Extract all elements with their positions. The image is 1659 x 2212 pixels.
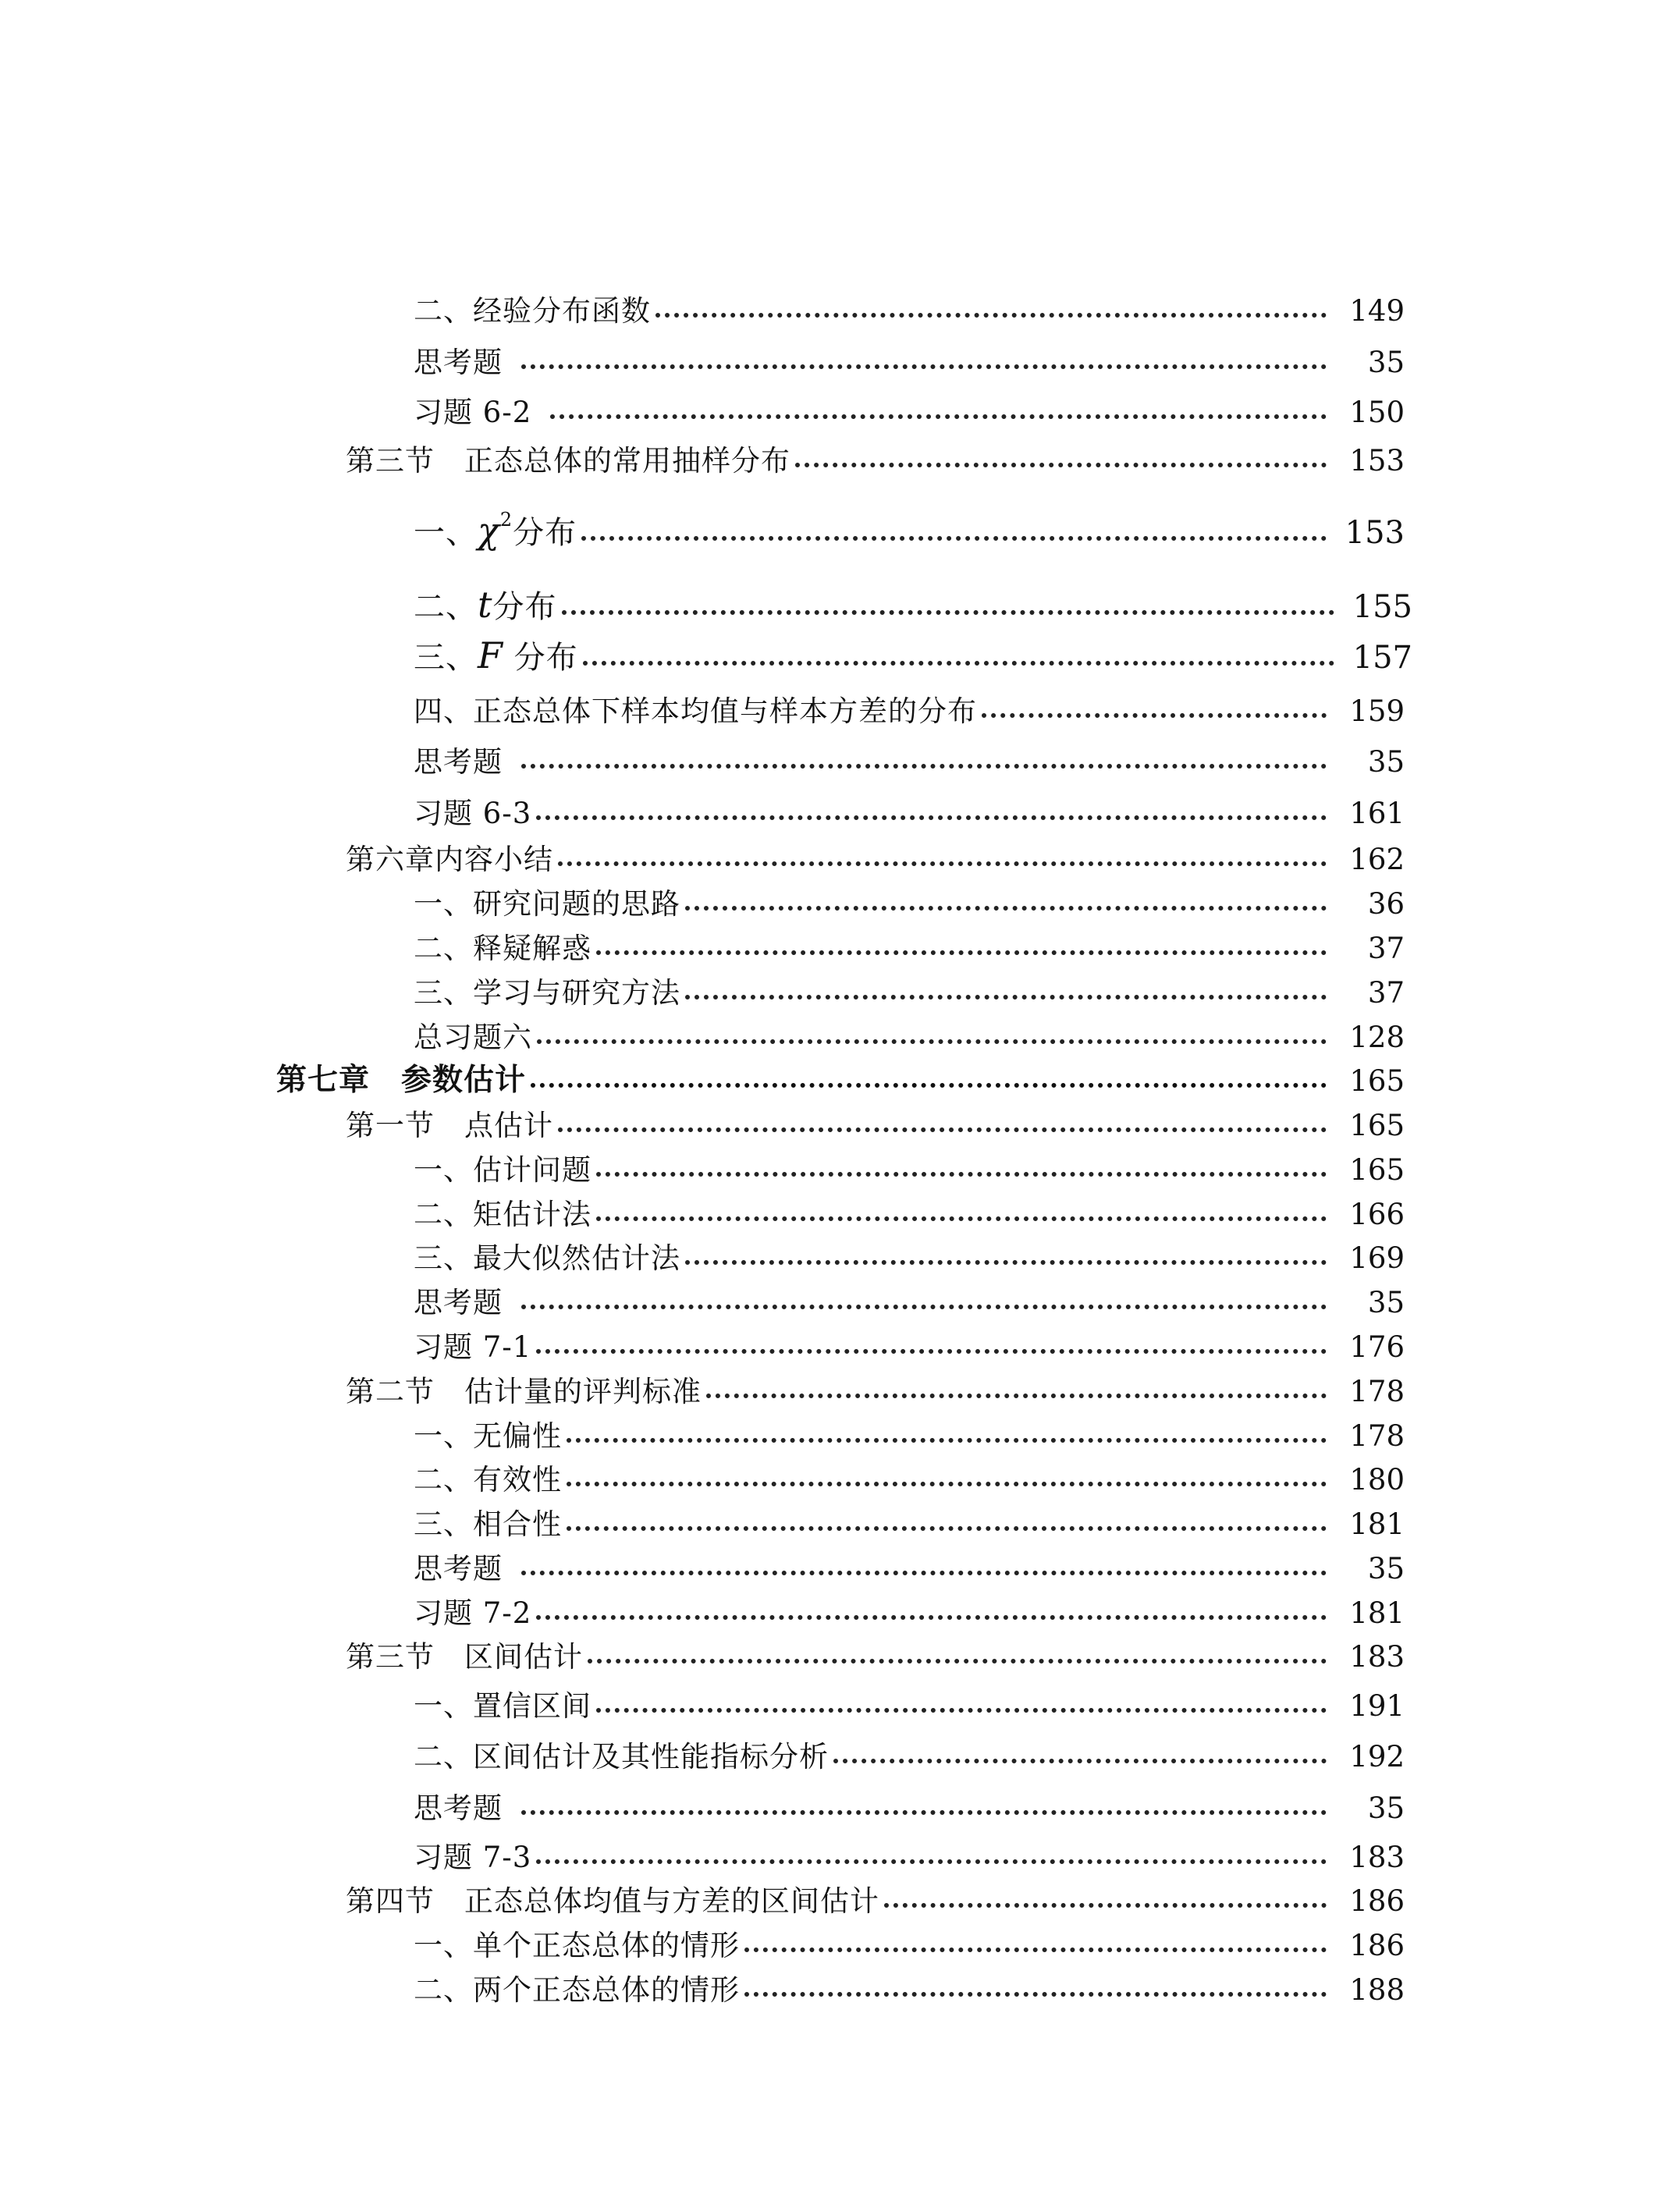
dot-leader — [558, 861, 1327, 866]
toc-entry[interactable] — [0, 1492, 1659, 1539]
toc-page-number: 36 — [1367, 887, 1405, 921]
dot-leader — [521, 1305, 1327, 1309]
toc-entry[interactable] — [0, 960, 1659, 1010]
toc-section-entry[interactable] — [0, 428, 1659, 478]
superscript: 2 — [499, 509, 513, 531]
toc-entry[interactable] — [0, 1005, 1659, 1052]
chi-symbol: χ — [478, 510, 500, 552]
toc-page-number: 181 — [1349, 1596, 1405, 1630]
dot-leader — [596, 1708, 1327, 1713]
toc-entry-label — [414, 509, 577, 552]
toc-entry-label — [414, 634, 578, 676]
toc-page-number: 186 — [1349, 1884, 1405, 1918]
toc-entry-label: 第二节 估计量的评判标准 — [346, 1375, 702, 1408]
toc-entry-label: 一、研究问题的思路 — [414, 887, 680, 921]
toc-entry-label: 总习题六 — [414, 1021, 532, 1054]
toc-entry[interactable] — [0, 872, 1659, 921]
toc-entry-label: 习题 6-2 — [414, 396, 532, 429]
toc-page-number: 180 — [1349, 1463, 1405, 1497]
toc-entry-label: 二、两个正态总体的情形 — [414, 1973, 740, 2007]
toc-entry[interactable] — [0, 279, 1659, 328]
toc-entry-label: 第三节 区间估计 — [346, 1640, 583, 1674]
toc-page-number: 153 — [1345, 515, 1405, 551]
dot-leader — [744, 1992, 1327, 1997]
dot-leader — [583, 661, 1334, 666]
toc-entry-label: 二、经验分布函数 — [414, 294, 651, 328]
toc-entry-label: 一、无偏性 — [414, 1419, 562, 1453]
dot-leader — [567, 1438, 1327, 1443]
dot-leader — [833, 1759, 1327, 1763]
f-symbol: F — [478, 634, 503, 676]
toc-page-number: 35 — [1367, 1791, 1405, 1825]
label-suffix: 分布 — [503, 640, 578, 676]
toc-entry-label: 三、相合性 — [414, 1507, 562, 1541]
dot-leader — [536, 1615, 1327, 1620]
toc-entry[interactable] — [0, 1270, 1659, 1317]
toc-chapter-entry[interactable] — [0, 1049, 1659, 1098]
toc-page-number: 159 — [1349, 694, 1405, 728]
dot-leader — [550, 414, 1327, 419]
dot-leader — [685, 1260, 1327, 1265]
toc-entry[interactable] — [0, 1182, 1659, 1229]
toc-page-number: 178 — [1349, 1375, 1405, 1408]
toc-page-number: 192 — [1349, 1740, 1405, 1774]
dot-leader — [537, 1039, 1327, 1044]
toc-entry-label: 三、最大似然估计法 — [414, 1241, 680, 1275]
toc-page-number: 181 — [1349, 1507, 1405, 1541]
toc-entry[interactable] — [0, 1674, 1659, 1723]
toc-page-number: 153 — [1349, 444, 1405, 478]
dot-leader — [596, 950, 1327, 955]
toc-entry[interactable] — [0, 1913, 1659, 1960]
toc-page-number: 169 — [1349, 1241, 1405, 1275]
dot-leader — [588, 1659, 1327, 1663]
toc-entry-label: 第三节 正态总体的常用抽样分布 — [346, 444, 790, 478]
toc-page-number: 191 — [1349, 1689, 1405, 1723]
toc-entry-label: 习题 6-3 — [414, 797, 532, 830]
toc-entry-label: 习题 7-1 — [414, 1330, 532, 1364]
toc-section-entry[interactable] — [0, 1869, 1659, 1916]
dot-leader — [567, 1526, 1327, 1531]
toc-page-number: 35 — [1367, 346, 1405, 379]
toc-entry[interactable] — [0, 1776, 1659, 1823]
toc-section-entry[interactable] — [0, 1093, 1659, 1140]
toc-entry[interactable] — [0, 781, 1659, 828]
toc-entry[interactable] — [0, 330, 1659, 377]
dot-leader — [531, 1083, 1327, 1088]
toc-page-number: 150 — [1349, 396, 1405, 429]
toc-section-entry[interactable] — [0, 1624, 1659, 1674]
toc-entry[interactable] — [0, 1825, 1659, 1872]
toc-entry-label: 第一节 点估计 — [346, 1109, 553, 1142]
toc-entry-label: 思考题 — [414, 346, 503, 379]
toc-page-number: 165 — [1349, 1109, 1405, 1142]
toc-entry-label: 二、有效性 — [414, 1463, 562, 1497]
toc-entry-label: 思考题 — [414, 1552, 503, 1585]
dot-leader — [795, 463, 1327, 467]
toc-page-number: 186 — [1349, 1929, 1405, 1962]
toc-entry[interactable] — [0, 380, 1659, 427]
toc-entry[interactable] — [0, 1315, 1659, 1362]
toc-page-number: 37 — [1367, 932, 1405, 965]
toc-entry-label: 第四节 正态总体均值与方差的区间估计 — [346, 1884, 879, 1918]
toc-entry[interactable] — [0, 1724, 1659, 1774]
toc-page-number: 183 — [1349, 1640, 1405, 1674]
toc-page-number: 162 — [1349, 843, 1405, 876]
t-symbol: t — [478, 584, 493, 626]
toc-entry-label: 二、释疑解惑 — [414, 932, 591, 965]
toc-page-number: 188 — [1349, 1973, 1405, 2007]
toc-entry-label: 思考题 — [414, 1286, 503, 1319]
toc-page-number: 128 — [1349, 1021, 1405, 1054]
toc-entry[interactable] — [0, 1404, 1659, 1453]
toc-entry-label: 习题 7-2 — [414, 1596, 532, 1630]
toc-page-number: 157 — [1352, 640, 1412, 676]
dot-leader — [558, 1127, 1327, 1132]
toc-entry[interactable] — [0, 730, 1659, 779]
label-prefix: 二、 — [414, 589, 478, 625]
toc-page-number: 166 — [1349, 1198, 1405, 1231]
label-suffix: 分布 — [492, 589, 557, 625]
dot-leader — [536, 1859, 1327, 1864]
dot-leader — [536, 1349, 1327, 1354]
dot-leader — [521, 1810, 1327, 1815]
toc-page-number: 35 — [1367, 1286, 1405, 1319]
label-prefix: 一、 — [414, 515, 478, 551]
dot-leader — [596, 1172, 1327, 1177]
toc-entry[interactable] — [0, 679, 1659, 726]
dot-leader — [562, 610, 1335, 615]
toc-entry-label: 二、区间估计及其性能指标分析 — [414, 1740, 829, 1774]
dot-leader — [884, 1903, 1327, 1908]
toc-page-number: 155 — [1352, 589, 1412, 625]
toc-entry-label: 一、置信区间 — [414, 1689, 591, 1723]
dot-leader — [521, 364, 1327, 369]
label-suffix: 分布 — [513, 515, 577, 551]
toc-entry-label: 二、矩估计法 — [414, 1198, 591, 1231]
dot-leader — [581, 536, 1327, 541]
toc-entry[interactable] — [0, 1138, 1659, 1187]
toc-entry[interactable] — [0, 1581, 1659, 1628]
dot-leader — [521, 764, 1327, 769]
toc-page-number: 178 — [1349, 1419, 1405, 1453]
toc-page-number: 37 — [1367, 976, 1405, 1010]
dot-leader — [536, 815, 1327, 820]
toc-section-entry[interactable] — [0, 1359, 1659, 1406]
toc-entry-label: 四、正态总体下样本均值与样本方差的分布 — [414, 694, 977, 728]
toc-entry-label — [414, 584, 557, 626]
dot-leader — [685, 995, 1327, 999]
toc-entry[interactable] — [0, 576, 1659, 626]
toc-entry-label: 第六章内容小结 — [346, 843, 553, 876]
toc-page-number: 165 — [1349, 1064, 1405, 1098]
toc-chapter-label: 第七章 参数估计 — [276, 1063, 527, 1098]
dot-leader — [521, 1571, 1327, 1575]
dot-leader — [596, 1216, 1327, 1221]
toc-page-number: 176 — [1349, 1330, 1405, 1364]
toc-page-number: 161 — [1349, 797, 1405, 830]
toc-section-entry[interactable] — [0, 827, 1659, 874]
toc-entry[interactable] — [0, 1958, 1659, 2007]
toc-entry[interactable] — [0, 1447, 1659, 1497]
toc-entry-label: 三、学习与研究方法 — [414, 976, 680, 1010]
toc-entry[interactable] — [0, 1226, 1659, 1273]
dot-leader — [982, 713, 1327, 718]
toc-entry[interactable] — [0, 916, 1659, 963]
toc-page-number: 165 — [1349, 1153, 1405, 1187]
dot-leader — [685, 906, 1327, 911]
toc-page-number: 35 — [1367, 745, 1405, 779]
toc-page-number: 183 — [1349, 1841, 1405, 1874]
toc-entry-label: 一、估计问题 — [414, 1153, 591, 1187]
toc-page-number: 35 — [1367, 1552, 1405, 1585]
toc-entry-label: 思考题 — [414, 1791, 503, 1825]
toc-page-number: 149 — [1349, 294, 1405, 328]
toc-entry-label: 思考题 — [414, 745, 503, 779]
label-prefix: 三、 — [414, 640, 478, 676]
dot-leader — [655, 313, 1327, 318]
toc-entry[interactable] — [0, 627, 1659, 676]
toc-entry[interactable] — [0, 502, 1659, 552]
dot-leader — [706, 1394, 1327, 1398]
toc-entry-label: 一、单个正态总体的情形 — [414, 1929, 740, 1962]
toc-entry-label: 习题 7-3 — [414, 1841, 532, 1874]
dot-leader — [567, 1482, 1327, 1486]
toc-entry[interactable] — [0, 1536, 1659, 1583]
dot-leader — [744, 1947, 1327, 1952]
